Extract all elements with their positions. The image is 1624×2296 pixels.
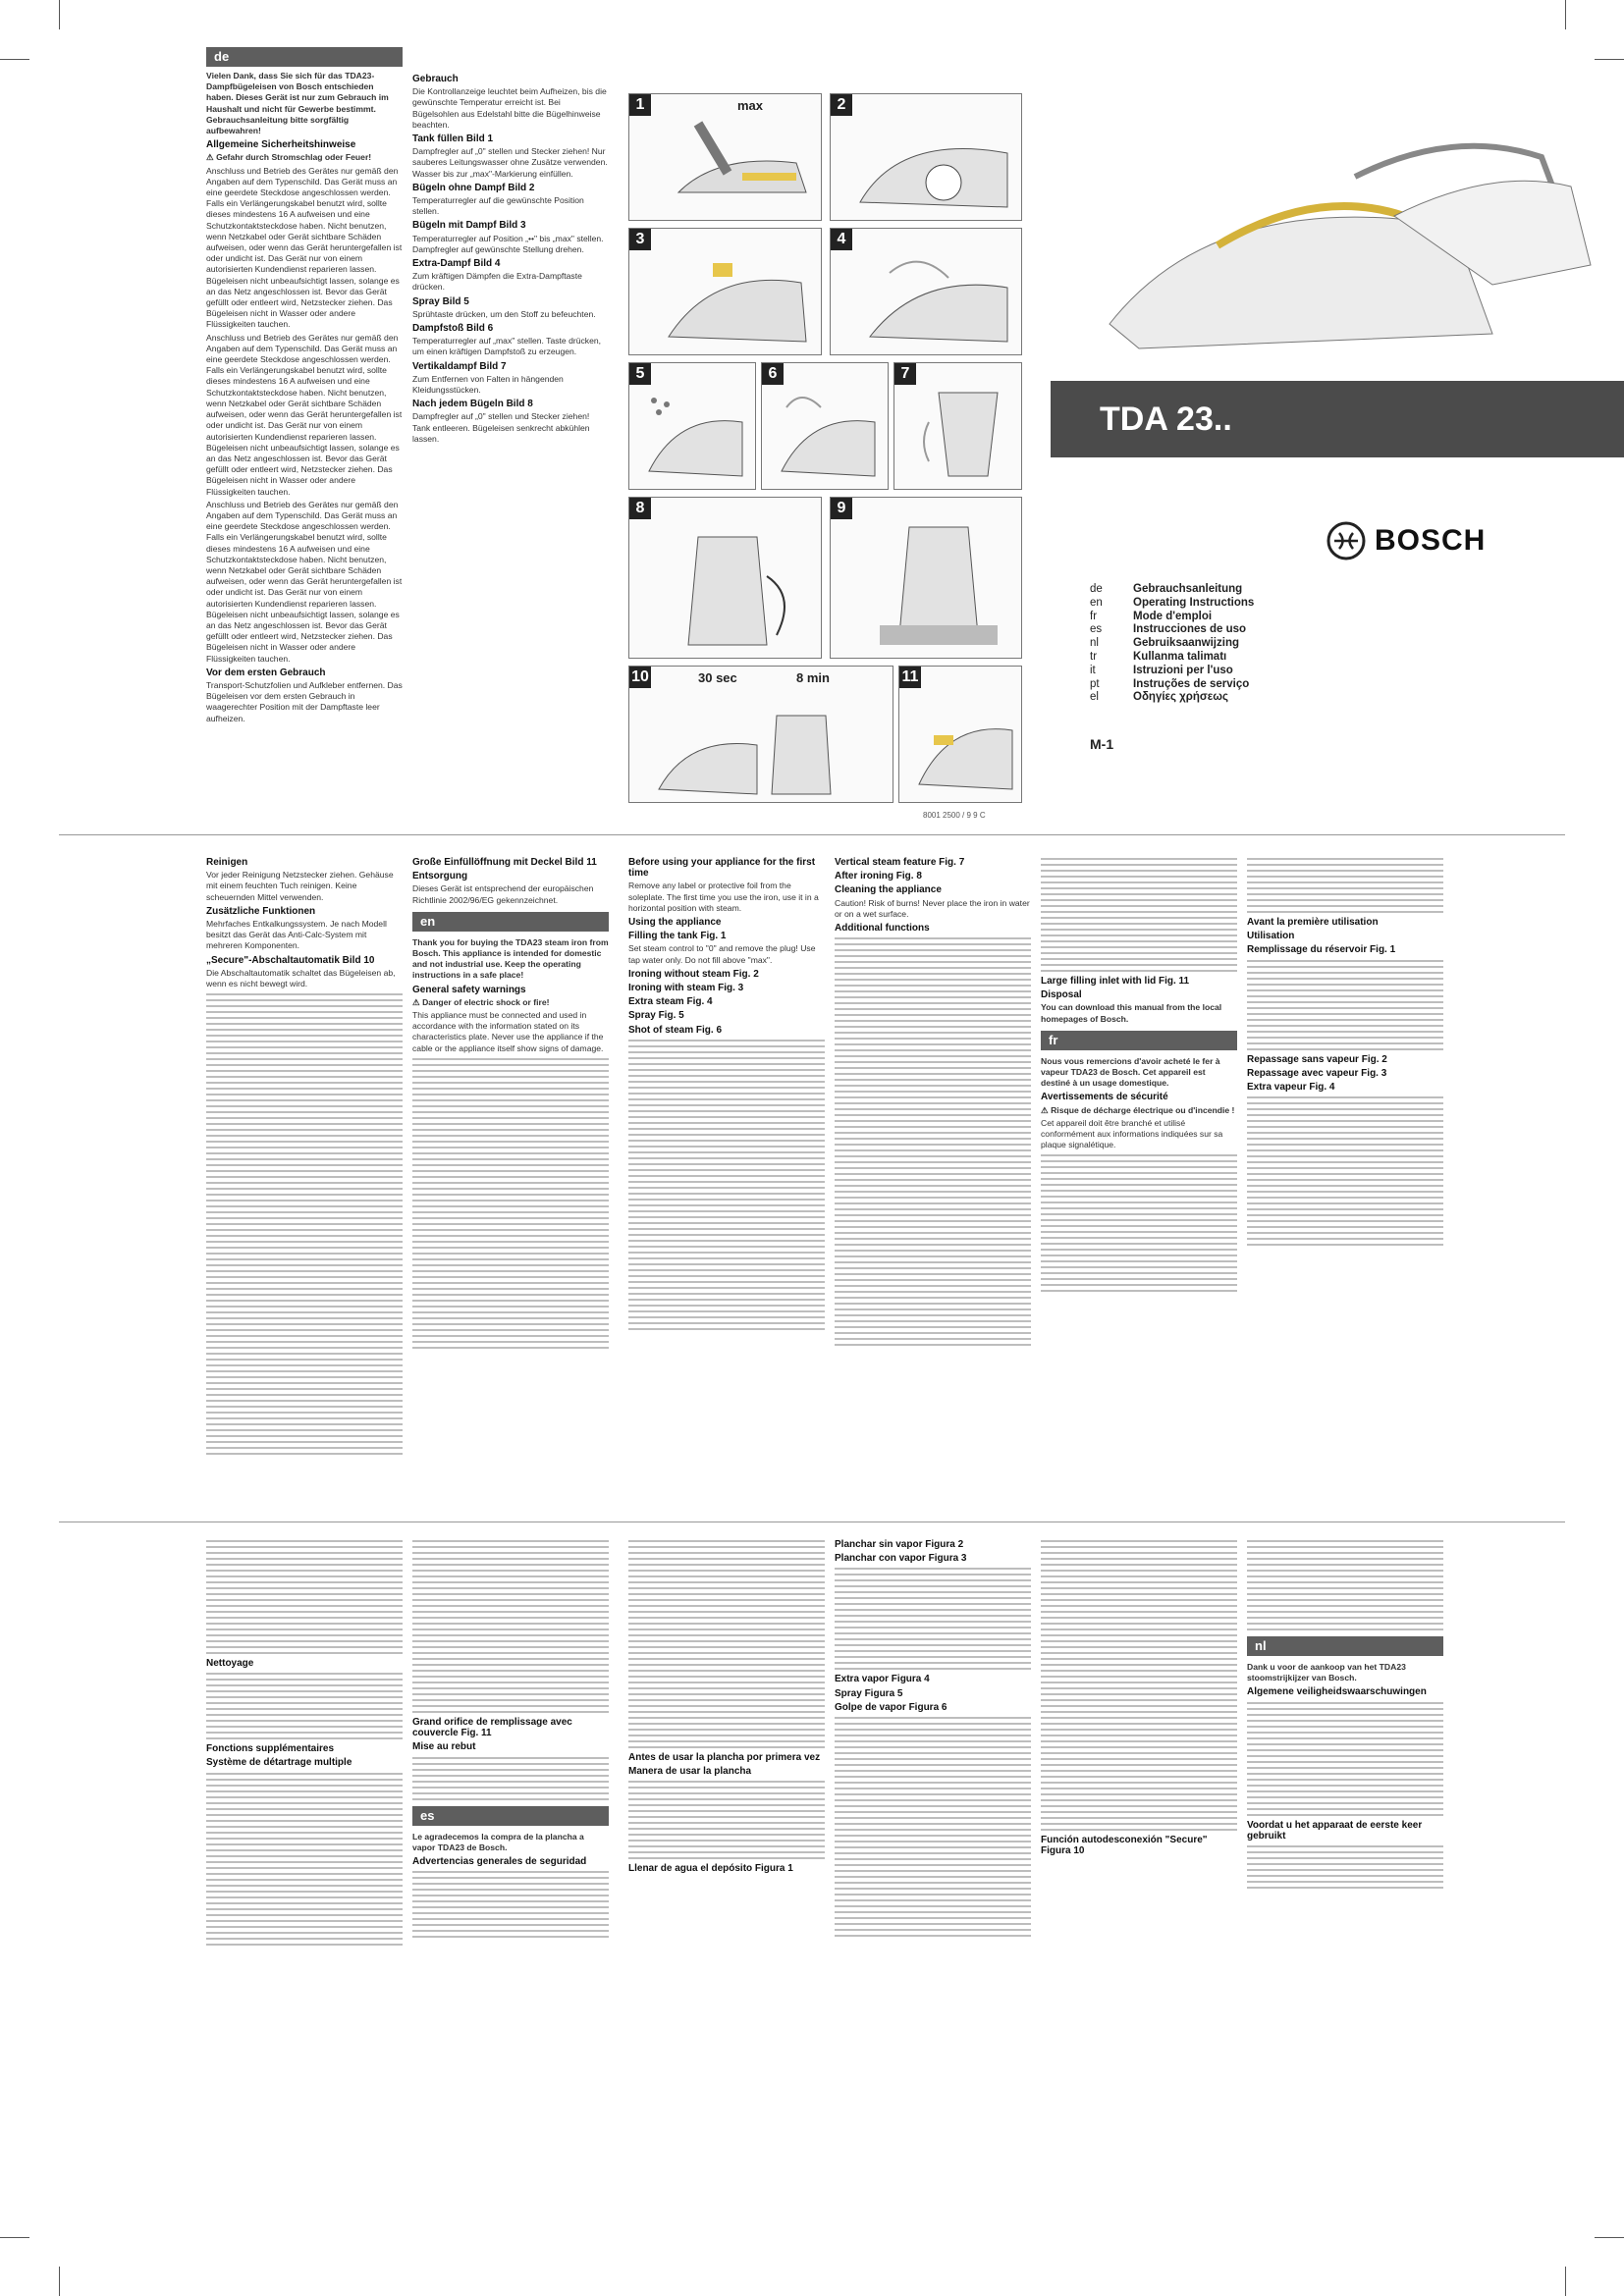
fr-heading-steam: Repassage avec vapeur Fig. 3 [1247, 1067, 1387, 1079]
es-heading-fill: Llenar de agua el depósito Figura 1 [628, 1863, 793, 1875]
text-lines [206, 1773, 403, 1946]
lang-tab-nl: nl [1247, 1636, 1443, 1656]
es-intro: Le agradecemos la compra de la plancha a vapor TDA23 de Bosch. [412, 1831, 584, 1852]
en-heading-additional: Additional functions [835, 923, 930, 934]
fr-column-3 [206, 1536, 403, 2214]
extra-steam-illustration [850, 243, 1017, 351]
en-text-fill: Set steam control to "0" and remove the plug! Use tap water only. Do not fill above "max". [628, 943, 816, 965]
de-heading-secure: „Secure"-Abschaltautomatik Bild 10 [206, 954, 375, 966]
de-text-first-use: Transport-Schutzfolien und Aufkleber entfernen. Das Bügeleisen vor dem ersten Gebrauch in waagerechter Position mit der Dampftaste leer aufheizen. [206, 679, 403, 723]
fr-heading-extra: Extra vapeur Fig. 4 [1247, 1082, 1335, 1094]
brand-logo [1326, 520, 1486, 561]
auto-shutoff-illustration [649, 696, 885, 799]
es-heading-steam: Planchar con vapor Figura 3 [835, 1553, 967, 1565]
es-heading-safety: Advertencias generales de seguridad [412, 1856, 587, 1868]
de-text-safety-repeat: Anschluss und Betrieb des Gerätes nur gemäß den Angaben auf dem Typenschild. Das Gerät muss an eine geerdete Steckdose angeschlossen werden. Falls ein Verlängerungskabel benutzt wird, sollte dieses mindestens 16 A aufweisen und eine Schutzkontaktsteckdose haben. Nicht benutzen, wenn Netzkabel oder Gerät sichtbare Schäden aufweisen, oder wenn das Gerät heruntergefallen ist oder undicht ist. Das Gerät nur von einem autorisierten Kundendienst reparieren lassen. Bügeleisen nicht unbeaufsichtigt lassen, solange es an das Netz angeschlossen ist. Bevor das Gerät gefüllt oder entleert wird, Netzstecker ziehen. Das Bügeleisen nicht in Wasser oder andere Flüssigkeiten tauchen. [206, 332, 403, 497]
nl-heading-first-use: Voordat u het apparaat de eerste keer gebruikt [1247, 1819, 1423, 1842]
text-lines [206, 1673, 403, 1739]
steam-ironing-illustration [654, 243, 816, 351]
figure-8: 8 [628, 497, 822, 659]
de-heading-spray: Spray Bild 5 [412, 295, 469, 307]
language-row: fr Mode d'emploi [1090, 610, 1213, 622]
de-text-safety: Anschluss und Betrieb des Gerätes nur gemäß den Angaben auf dem Typenschild. Das Gerät muss an eine geerdete Steckdose angeschlossen werden. Falls ein Verlängerungskabel benutzt wird, sollte dieses mindestens 16 A aufweisen und eine Schutzkontaktsteckdose haben. Nicht benutzen, wenn Netzkabel oder Gerät sichtbare Schäden aufweisen, oder wenn das Gerät heruntergefallen ist oder undicht ist. Das Gerät nur von einem autorisierten Kundendienst reparieren lassen. Bügeleisen nicht unbeaufsichtigt lassen, solange es an das Netz angeschlossen ist. Bevor das Gerät gefüllt oder entleert wird, Netzstecker ziehen. Das Bügeleisen nicht in Wasser oder andere Flüssigkeiten tauchen. [206, 165, 403, 330]
en-heading-extra: Extra steam Fig. 4 [628, 996, 713, 1008]
de-text-use: Die Kontrollanzeige leuchtet beim Aufheizen, bis die gewünschte Temperatur erreicht ist. Bei Bügelsohlen aus Edelstahl bitte die Bügelhinweise beachten. [412, 86, 607, 130]
de-heading-inlet: Große Einfüllöffnung mit Deckel Bild 11 [412, 857, 597, 868]
figure-4: 4 [830, 228, 1022, 355]
fr-column-2 [1247, 854, 1443, 1502]
en-heading-using: Using the appliance [628, 917, 722, 929]
text-lines [1247, 1845, 1443, 1889]
language-row: tr Kullanma talimatı [1090, 650, 1227, 663]
de-heading-clean: Reinigen [206, 857, 248, 868]
lang-tab-de: de [206, 47, 403, 67]
es-heading-use: Manera de usar la plancha [628, 1766, 752, 1778]
figure-11: 11 [898, 666, 1022, 803]
de-heading-extra: Extra-Dampf Bild 4 [412, 258, 501, 270]
de-text-disposal: Dieses Gerät ist entsprechend der europäischen Richtlinie 2002/96/EG gekennzeichnet. [412, 883, 594, 905]
en-text-cleaning: Caution! Risk of burns! Never place the iron in water or on a wet surface. [835, 897, 1030, 919]
text-lines [1041, 858, 1237, 972]
en-heading-cleaning: Cleaning the appliance [835, 884, 942, 896]
bosch-armature-icon [1326, 520, 1367, 561]
fr-heading-use: Utilisation [1247, 931, 1295, 942]
en-warning: ⚠ Danger of electric shock or fire! [412, 996, 550, 1007]
fr-heading-decalc: Système de détartrage multiple [206, 1757, 352, 1769]
language-row: pt Instruções de serviço [1090, 677, 1250, 690]
thirty-seconds-label: 30 sec [698, 670, 737, 685]
de-text-vertical: Zum Entfernen von Falten in hängenden Kleidungsstücken. [412, 373, 564, 396]
crop-mark [0, 59, 29, 60]
text-lines [1247, 960, 1443, 1050]
eight-minutes-label: 8 min [796, 670, 830, 685]
text-lines [1041, 1540, 1237, 1831]
brand-name: BOSCH [1375, 524, 1487, 557]
es-column-3 [835, 1536, 1031, 2214]
text-lines [835, 1568, 1031, 1670]
warning-icon: ⚠ [412, 996, 423, 1007]
lang-tab-es: es [412, 1806, 609, 1826]
text-lines [628, 1040, 825, 1330]
text-lines [412, 1757, 609, 1800]
nl-column-1 [1247, 1536, 1443, 2214]
model-title: TDA 23.. [1100, 400, 1232, 438]
de-intro: Vielen Dank, dass Sie sich für das TDA23-Dampfbügeleisen von Bosch entschieden haben. Dieses Gerät ist nur zum Gebrauch im Haushalt und nicht für Gewerbe bestimmt. Gebrauchsanleitung bitte sorgfältig aufbewahren! [206, 71, 389, 136]
fr-heading-first-use: Avant la première utilisation [1247, 917, 1379, 928]
en-heading-nosteam: Ironing without steam Fig. 2 [628, 968, 759, 980]
fr-intro: Nous vous remercions d'avoir acheté le fer à vapeur TDA23 de Bosch. Cet appareil est destiné à un usage domestique. [1041, 1055, 1220, 1089]
text-lines [1247, 858, 1443, 913]
language-row: el Οδηγίες χρήσεως [1090, 691, 1228, 704]
language-row: it Istruzioni per l'uso [1090, 664, 1233, 676]
de-text-spray: Sprühtaste drücken, um den Stoff zu befeuchten. [412, 308, 596, 319]
de-column-3 [206, 854, 403, 1502]
text-lines [1247, 1540, 1443, 1630]
warning-icon: ⚠ [206, 152, 217, 163]
max-label: max [737, 98, 764, 113]
language-row: nl Gebruiksaanwijzing [1090, 637, 1239, 650]
de-heading-additional: Zusätzliche Funktionen [206, 905, 316, 917]
text-lines [835, 937, 1031, 1346]
de-heading-shot: Dampfstoß Bild 6 [412, 323, 494, 335]
vertical-steam-illustration [909, 383, 1017, 486]
text-lines [1041, 1154, 1237, 1292]
de-heading-use: Gebrauch [412, 74, 459, 84]
lang-tab-fr: fr [1041, 1031, 1237, 1050]
es-heading-first-use: Antes de usar la plancha por primera vez [628, 1752, 821, 1763]
en-column-4 [1041, 854, 1237, 1502]
language-row: es Instrucciones de uso [1090, 623, 1247, 636]
text-lines [206, 993, 403, 1455]
text-lines [412, 1871, 609, 1938]
spray-illustration [639, 383, 752, 486]
figure-6: 6 [761, 362, 889, 490]
lang-tab-en: en [412, 912, 609, 932]
figure-10: 10 30 sec 8 min [628, 666, 893, 803]
de-heading-vertical: Vertikaldampf Bild 7 [412, 360, 507, 372]
fr-heading-inlet: Grand orifice de remplissage avec couvercle Fig. 11 [412, 1717, 572, 1739]
de-heading-first-use: Vor dem ersten Gebrauch [206, 667, 326, 678]
text-lines [412, 1540, 609, 1713]
figure-9: 9 [830, 497, 1022, 659]
text-lines [412, 1058, 609, 1349]
en-heading-inlet: Large filling inlet with lid Fig. 11 [1041, 976, 1190, 987]
fr-text-safety: Cet appareil doit être branché et utilisé conformément aux informations indiquées sur sa plaque signalétique. [1041, 1117, 1223, 1150]
de-column-4 [412, 854, 609, 1502]
de-text-secure: Die Abschaltautomatik schaltet das Bügeleisen ab, wenn es nicht bewegt wird. [206, 967, 396, 989]
es-column-4 [1041, 1536, 1237, 2214]
temperature-dial-illustration [850, 114, 1017, 217]
de-text-extra: Zum kräftigen Dämpfen die Extra-Dampftaste drücken. [412, 271, 582, 293]
de-text-shot: Temperaturregler auf „max" stellen. Taste drücken, um einen kräftigen Dampfstoß zu erzeugen. [412, 336, 602, 357]
fr-heading-nosteam: Repassage sans vapeur Fig. 2 [1247, 1053, 1387, 1065]
fr-column-4 [412, 1536, 609, 2214]
de-heading-disposal: Entsorgung [412, 871, 468, 882]
shot-of-steam-illustration [772, 383, 885, 486]
crop-mark [1595, 59, 1624, 60]
en-heading-fill: Filling the tank Fig. 1 [628, 931, 727, 942]
language-row: en Operating Instructions [1090, 596, 1255, 609]
en-heading-disposal: Disposal [1041, 989, 1082, 1001]
es-heading-extra: Extra vapor Figura 4 [835, 1674, 930, 1685]
figure-3: 3 [628, 228, 822, 355]
text-lines [1247, 1702, 1443, 1816]
after-ironing-illustration [659, 517, 816, 655]
en-heading-after: After ironing Fig. 8 [835, 871, 922, 882]
de-text-clean: Vor jeder Reinigung Netzstecker ziehen. Gehäuse mit einem feuchten Tuch reinigen. Keine scheuernden Mittel verwenden. [206, 870, 394, 902]
es-heading-secure: Función autodesconexión "Secure" Figura 10 [1041, 1835, 1208, 1857]
en-text-safety: This appliance must be connected and used in accordance with the information stated on its characteristics plate. Never use the appliance if the cable or the appliance itself show signs of damage. [412, 1010, 604, 1053]
crop-mark [1565, 2267, 1566, 2296]
de-heading-after: Nach jedem Bügeln Bild 8 [412, 399, 533, 410]
figure-2: 2 [830, 93, 1022, 221]
es-column-2 [628, 1536, 825, 2214]
de-text-nosteam: Temperaturregler auf die gewünschte Position stellen. [412, 195, 584, 217]
en-heading-vertical: Vertical steam feature Fig. 7 [835, 857, 965, 868]
manual-code: M-1 [1090, 736, 1114, 752]
fr-heading-safety: Avertissements de sécurité [1041, 1092, 1168, 1103]
footer-code: 8001 2500 / 9 9 C [923, 811, 986, 820]
de-heading-nosteam: Bügeln ohne Dampf Bild 2 [412, 182, 535, 193]
nl-intro: Dank u voor de aankoop van het TDA23 stoomstrijkijzer van Bosch. [1247, 1662, 1406, 1683]
en-column-3 [835, 854, 1031, 1502]
de-warning: ⚠ Gefahr durch Stromschlag oder Feuer! [206, 152, 372, 163]
en-text-download: You can download this manual from the local homepages of Bosch. [1041, 1002, 1222, 1024]
es-heading-shot: Golpe de vapor Figura 6 [835, 1701, 947, 1713]
de-column-2 [412, 71, 609, 797]
en-heading-steam: Ironing with steam Fig. 3 [628, 983, 744, 994]
crop-mark [1595, 2237, 1624, 2238]
en-text-first-use: Remove any label or protective foil from the soleplate. The first time you use the iron, use it in a horizontal position with steam. [628, 881, 819, 913]
text-lines [628, 1540, 825, 1748]
product-iron-image [1080, 69, 1600, 363]
de-text-fill: Dampfregler auf „0" stellen und Stecker ziehen! Nur sauberes Leitungswasser ohne Zusätze verwenden. Wasser bis zur „max"-Markierung einfüllen. [412, 146, 608, 179]
en-heading-spray: Spray Fig. 5 [628, 1010, 684, 1022]
self-clean-illustration [860, 517, 1017, 655]
figure-5: 5 [628, 362, 756, 490]
fr-heading-fill: Remplissage du réservoir Fig. 1 [1247, 944, 1396, 956]
text-lines [628, 1781, 825, 1859]
crop-mark [0, 2237, 29, 2238]
en-intro: Thank you for buying the TDA23 steam iron from Bosch. This appliance is intended for domestic and not industrial use. Keep the operating instructions in a safe place! [412, 936, 609, 981]
de-heading-safety: Allgemeine Sicherheitshinweise [206, 139, 356, 151]
text-lines [1247, 1096, 1443, 1246]
figure-1: 1 max [628, 93, 822, 221]
language-row: de Gebrauchsanleitung [1090, 583, 1243, 595]
fr-heading-cleaning: Nettoyage [206, 1658, 254, 1669]
fr-heading-additional: Fonctions supplémentaires [206, 1743, 335, 1755]
crop-mark [59, 2267, 60, 2296]
fr-warning: ⚠ Risque de décharge électrique ou d'incendie ! [1041, 1104, 1235, 1115]
fold-line [59, 834, 1565, 835]
de-text-safety-repeat2: Anschluss und Betrieb des Gerätes nur gemäß den Angaben auf dem Typenschild. Das Gerät muss an eine geerdete Steckdose angeschlossen werden. Falls ein Verlängerungskabel benutzt wird, sollte dieses mindestens 16 A aufweisen und eine Schutzkontaktsteckdose haben. Nicht benutzen, wenn Netzkabel oder Gerät sichtbare Schäden aufweisen, oder wenn das Gerät heruntergefallen ist oder undicht ist. Das Gerät nur von einem autorisierten Kundendienst reparieren lassen. Bügeleisen nicht unbeaufsichtigt lassen, solange es an das Netz angeschlossen ist. Bevor das Gerät gefüllt oder entleert wird, Netzstecker ziehen. Das Bügeleisen nicht in Wasser oder andere Flüssigkeiten tauchen. [206, 499, 403, 664]
en-heading-first-use: Before using your appliance for the first time [628, 857, 816, 880]
filling-inlet-illustration [909, 691, 1017, 799]
de-text-after: Dampfregler auf „0" stellen und Stecker ziehen! Tank entleeren. Bügeleisen senkrecht abkühlen lassen. [412, 411, 590, 444]
es-heading-nosteam: Planchar sin vapor Figura 2 [835, 1539, 964, 1550]
de-heading-fill: Tank füllen Bild 1 [412, 133, 494, 145]
warning-icon: ⚠ [1041, 1104, 1052, 1115]
de-text-steam: Temperaturregler auf Position „••" bis „max" stellen. Dampfregler auf gewünschte Stellung drehen. [412, 233, 604, 254]
nl-heading-safety: Algemene veiligheidswaarschuwingen [1247, 1686, 1427, 1698]
en-column-2 [628, 854, 825, 1502]
en-heading-safety: General safety warnings [412, 984, 526, 995]
de-column-1 [206, 71, 403, 797]
es-heading-spray: Spray Figura 5 [835, 1687, 903, 1699]
de-text-additional: Mehrfaches Entkalkungssystem. Je nach Modell besitzt das Gerät das Anti-Calc-System mit mehreren Komponenten. [206, 919, 387, 951]
figure-7: 7 [893, 362, 1022, 490]
crop-mark [1565, 0, 1566, 29]
crop-mark [59, 0, 60, 29]
language-list [1090, 583, 1254, 705]
en-heading-shot: Shot of steam Fig. 6 [628, 1024, 723, 1036]
iron-filling-illustration [659, 114, 816, 217]
text-lines [835, 1717, 1031, 1937]
text-lines [206, 1540, 403, 1654]
fr-heading-disposal: Mise au rebut [412, 1741, 476, 1753]
de-heading-steam: Bügeln mit Dampf Bild 3 [412, 220, 526, 232]
